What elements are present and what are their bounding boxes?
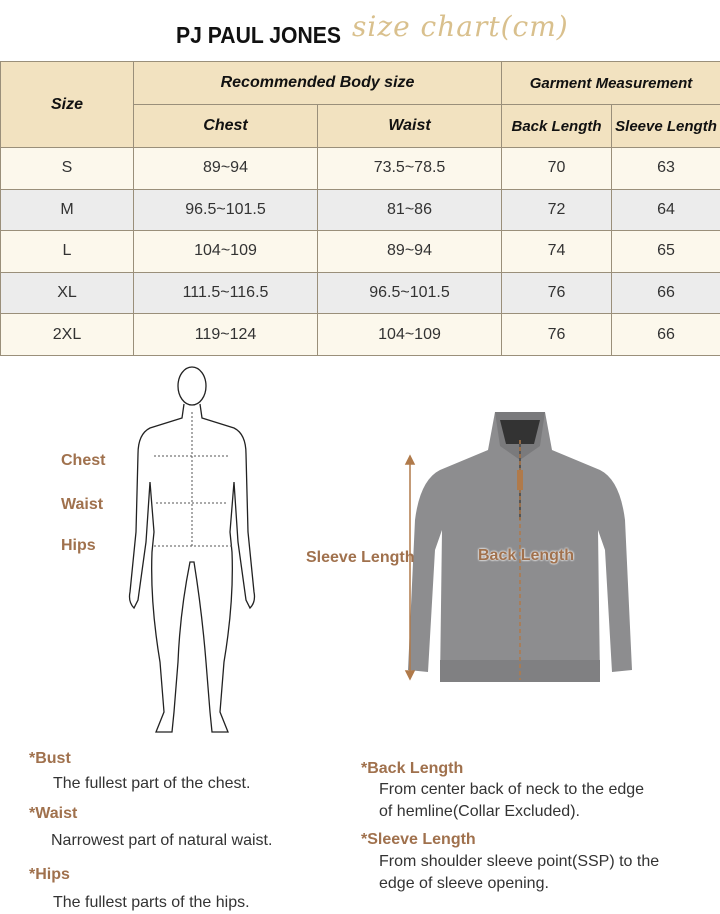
cell-sleeve: 65	[612, 231, 720, 273]
cell-chest: 119~124	[134, 314, 318, 356]
def-back-text-2: of hemline(Collar Excluded).	[379, 803, 580, 820]
def-hips-title: *Hips	[29, 866, 70, 883]
cell-chest: 96.5~101.5	[134, 189, 318, 231]
cell-sleeve: 66	[612, 314, 720, 356]
cell-size: S	[1, 148, 134, 190]
cell-chest: 89~94	[134, 148, 318, 190]
def-bust-title: *Bust	[29, 750, 71, 767]
def-waist-text: Narrowest part of natural waist.	[51, 832, 273, 849]
cell-size: L	[1, 231, 134, 273]
body-figure-illustration	[120, 362, 270, 742]
cell-sleeve: 66	[612, 272, 720, 314]
size-chart-script: size chart(cm)	[352, 10, 569, 43]
label-chest: Chest	[61, 452, 106, 469]
label-back-length: Back Length	[478, 547, 575, 564]
chart-title	[0, 8, 720, 58]
header-back-length: Back Length	[502, 105, 612, 148]
cell-back: 70	[502, 148, 612, 190]
cell-chest: 104~109	[134, 231, 318, 273]
brand-name: PJ PAUL JONES	[176, 22, 342, 48]
cell-size: M	[1, 189, 134, 231]
sweater-illustration	[400, 400, 640, 692]
table-row	[1, 314, 720, 356]
cell-waist: 81~86	[318, 189, 502, 231]
def-hips-text: The fullest parts of the hips.	[53, 894, 250, 911]
cell-waist: 96.5~101.5	[318, 272, 502, 314]
cell-back: 76	[502, 314, 612, 356]
header-size: Size	[1, 62, 134, 148]
def-waist-title: *Waist	[29, 805, 78, 822]
header-chest: Chest	[134, 105, 318, 148]
cell-back: 74	[502, 231, 612, 273]
label-hips: Hips	[61, 537, 96, 554]
cell-size: XL	[1, 272, 134, 314]
table-row	[1, 148, 720, 190]
cell-waist: 89~94	[318, 231, 502, 273]
size-table	[0, 61, 720, 356]
cell-sleeve: 64	[612, 189, 720, 231]
def-sleeve-text-1: From shoulder sleeve point(SSP) to the	[379, 853, 660, 870]
cell-waist: 104~109	[318, 314, 502, 356]
def-bust-text: The fullest part of the chest.	[53, 775, 251, 792]
cell-waist: 73.5~78.5	[318, 148, 502, 190]
def-sleeve-title: *Sleeve Length	[361, 831, 476, 848]
table-row	[1, 231, 720, 273]
def-sleeve-text-2: edge of sleeve opening.	[379, 875, 549, 892]
label-sleeve-length: Sleeve Length	[306, 549, 415, 566]
def-back-title: *Back Length	[361, 760, 464, 777]
label-waist: Waist	[61, 496, 104, 513]
header-body-size: Recommended Body size	[134, 62, 502, 105]
header-garment: Garment Measurement	[502, 62, 720, 105]
cell-chest: 111.5~116.5	[134, 272, 318, 314]
header-waist: Waist	[318, 105, 502, 148]
cell-back: 76	[502, 272, 612, 314]
header-sleeve-length: Sleeve Length	[612, 105, 720, 148]
cell-size: 2XL	[1, 314, 134, 356]
table-row	[1, 189, 720, 231]
cell-back: 72	[502, 189, 612, 231]
table-row	[1, 272, 720, 314]
def-back-text-1: From center back of neck to the edge	[379, 781, 645, 798]
cell-sleeve: 63	[612, 148, 720, 190]
